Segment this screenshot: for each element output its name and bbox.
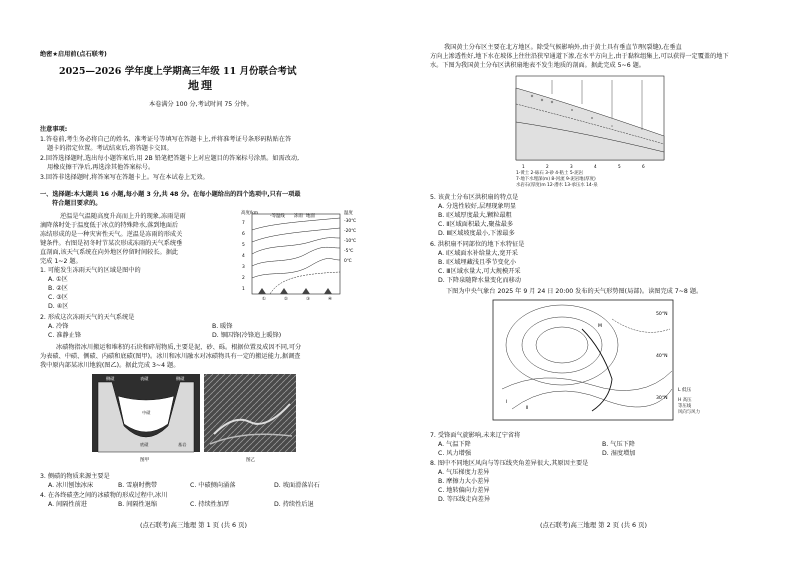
option: D. 坡面滑落岩石 [274,482,320,489]
passage-line: 滴降落时处于温度低于冰点的特殊降水,落到地面后 [40,222,179,229]
region-label: Ⅱ [526,406,529,411]
svg-text:5: 5 [618,164,621,169]
region-label: Ⅰ [506,400,508,405]
passage-line: 冻结形成的是一种灾害性天气。逆温是冻雨的形成关 [40,231,183,238]
fig3-legend: 7-地下水埋深(m) 8-河流 9-泥岩地(厚度) [516,177,596,182]
option: D. ④区 [48,303,69,310]
svg-text:底碛: 底碛 [140,442,149,447]
option: A. Ⅰ区域面水补给量大,宽开采 [438,250,518,257]
option: D. 湿度增加 [602,450,636,457]
option: A. 气温下降 [438,441,471,448]
svg-text:冻雨: 冻雨 [294,214,303,219]
svg-text:2: 2 [242,276,245,281]
option: A. 分选性较好,层理现象明显 [438,203,517,210]
lat-label: 30°N [656,396,668,401]
svg-text:7: 7 [242,221,245,226]
option: B. 暖锋 [212,323,233,330]
passage-line: 键条件。右图是初冬时节某次形成冻雨的天气系统垂 [40,240,183,247]
question-8-stem: 8. 图中不同地区风向与等压线夹角差异很大,其原因主要是 [430,460,589,467]
section-heading-2: 符合题目要求的。 [52,200,102,207]
notice-line: 题卡的指定位置。考试结束后,将答题卡交回。 [47,145,173,152]
exam-meta: 本卷满分 100 分,考试时间 75 分钟。 [149,101,253,108]
option: B. 雪崩时携带 [118,482,158,489]
option: D. 等压线走向差异 [438,496,491,503]
area-label: ① [262,297,266,302]
moraine-diagram [92,374,200,464]
svg-text:4: 4 [242,254,245,259]
passage-line: 逆温是气温随高度升高而上升的现象,冻雨是雨 [60,213,186,220]
svg-text:1: 1 [242,287,245,292]
frontal-profile-figure [240,208,368,305]
option: C. 准静止锋 [48,332,82,339]
svg-text:3: 3 [570,164,573,169]
passage-line: 冰碛物指冰川搬运和堆积的石块和碎屑物质,主要是泥、砂、砾。根据位置及成因不同,可分 [56,344,302,351]
svg-text:表碛: 表碛 [140,376,149,381]
option: D. 下降泉随降水量变化而移动 [438,277,521,284]
svg-text:1: 1 [522,164,525,169]
passage-line: 完成 1~2 题。 [40,258,82,265]
fig-caption: 图乙 [246,458,256,463]
question-6-stem: 6. 洪积扇不同部位的地下水特征是 [430,241,525,248]
svg-text:2: 2 [546,164,549,169]
map-legend: 风向与风力 [678,410,700,415]
passage-line: 我中原内部某冰川地貌(图乙)。据此完成 3~4 题。 [40,362,180,369]
option: A. 间隔性前进 [48,501,87,508]
region-label: M [598,324,602,329]
isotherm-label: 0℃ [344,259,352,264]
svg-text:中碛: 中碛 [142,410,151,415]
lat-label: 50°N [656,312,668,317]
glacier-photo [204,374,296,464]
option: B. 间隔性退缩 [118,501,158,508]
notice-heading: 注意事项: [40,126,68,133]
svg-text:地面: 地面 [306,214,315,219]
notice-line: 3.回答非选择题时,将答案写在答题卡上。写在本试卷上无效。 [40,174,209,181]
fig3-legend: 水岩石(厚度)m 12-潜水 13-承压水 14-泉 [516,183,598,188]
page-2 [400,0,800,564]
isotherm-label: -20℃ [344,229,357,234]
passage-line: 方向上渗透性好,地下水在坡体上往往沿狭窄通道下渗,在水平方向上,由于黏粒组集上,可以获得一定覆盖的地下 [430,53,729,60]
option: C. 持续性加厚 [190,501,230,508]
option: C. Ⅱ区域面积最大,聚盐最多 [438,221,514,228]
option: C. 中碛侧向涌落 [190,482,236,489]
svg-text:4: 4 [594,164,597,169]
area-label: ③ [306,297,310,302]
area-label: ④ [328,297,332,302]
question-4-stem: 4. 在各终碛垄之间的冰碛物的形成过程中,冰川 [40,492,168,499]
option: B. Ⅰ区域厚度最大,颗粒最粗 [438,212,512,219]
question-3-stem: 3. 侧碛的物质来源主要是 [40,473,110,480]
option: A. ①区 [48,276,68,283]
passage-line: 水。下图为我国黄土分布区洪积扇地表不发生地质的剖面。据此完成 5~6 题。 [430,62,645,69]
svg-text:侧碛: 侧碛 [176,376,185,381]
question-2-stem: 2. 形成这次冻雨天气的天气系统是 [40,314,135,321]
lat-label: 40°N [656,354,668,359]
area-label: ② [284,297,288,302]
option: C. 风力增强 [438,450,472,457]
fig1-ylabel: 高度/km [241,211,259,216]
passage-line: 下图为中央气象台 2025 年 9 月 24 日 20:00 发布的天气形势图(局部)。读图完成 7~8 题。 [446,288,703,295]
svg-text:侧碛: 侧碛 [106,376,115,381]
svg-text:5: 5 [242,243,245,248]
exam-title: 2025—2026 学年度上学期高三年级 11 月份联合考试 [59,66,297,77]
option: A. 气压梯度力差异 [438,469,490,476]
isotherm-label: -5℃ [344,249,354,254]
option: B. 摩擦力大小差异 [438,478,490,485]
subject-title: 地理 [188,79,214,92]
option: B. Ⅰ区域埋藏浅且季节变化小 [438,259,517,266]
fig-caption: 图甲 [140,458,150,463]
svg-text:6: 6 [242,232,245,237]
section-heading: 一、选择题:本大题共 16 小题,每小题 3 分,共 48 分。在每小题给出的四个选项中,只有一项最 [40,191,301,198]
option: A. 冷锋 [48,323,69,330]
passage-line: 直剖面,该天气系统在向外地区停留时间较长。据此 [40,249,179,256]
passage-line: 我国黄土分布区主要在北方地区。除受气候影响外,由于黄土具有垂直节理(裂缝),在垂直 [444,44,682,51]
option: B. 气压下降 [602,441,635,448]
svg-text:-等温线: -等温线 [270,214,285,219]
option: D. 持续性后退 [274,501,314,508]
option: C. ③区 [48,294,68,301]
isotherm-label: -10℃ [344,239,357,244]
isotherm-label: -30℃ [344,219,357,224]
option: D. 锢囚锋(冷锋追上暖锋) [212,332,282,339]
notice-line: 2.回答选择题时,选出每小题答案后,用 2B 铅笔把答题卡上对应题目的答案标号涂黑。如需改动, [40,155,300,162]
secret-label: 绝密★启用前(点石联考) [40,51,107,58]
question-1-stem: 1. 可能发生冻雨天气的区域是图中的 [40,267,141,274]
svg-text:基岩: 基岩 [178,442,187,447]
notice-line: 用橡皮擦干净后,再选涂其他答案标号。 [47,164,155,171]
fig3-legend: 1-黄土 2-砾石 3-砂 4-粘土 5-泥岩 [516,171,583,176]
question-5-stem: 5. 该黄土分布区洪积扇的特点是 [430,194,519,201]
option: C. Ⅲ区域水量大,可大规模开采 [438,268,521,275]
option: A. 冰川刨蚀冰床 [48,482,94,489]
page-footer: (点石联考)高三地理 第 2 页 (共 6 页) [540,521,647,529]
option: C. 地转偏向力差异 [438,487,490,494]
passage-line: 为表碛、中碛、侧碛、内碛和底碛(图甲)。冰川和冰川融水对冰碛物具有一定的搬运能力,据调查 [40,353,301,360]
svg-text:3: 3 [242,265,245,270]
page-footer: (点石联考)高三地理 第 1 页 (共 6 页) [140,521,247,529]
notice-line: 1.答卷前,考生务必将自己的姓名、准考证号等填写在答题卡上,并将准考证号条形码粘贴在答 [40,136,292,143]
option: D. Ⅲ区域坡度最小,下渗最多 [438,230,515,237]
alluvial-fan-profile [512,74,670,186]
svg-text:温度: 温度 [344,211,353,216]
legend-item: L 低压 [678,388,692,393]
map-legend: 等压线 [678,404,692,409]
question-7-stem: 7. 受锋面气旋影响,未来辽宁省将 [430,432,521,439]
option: B. ②区 [48,285,68,292]
svg-text:6: 6 [642,164,645,169]
map-legend: H 高压 [678,398,692,403]
